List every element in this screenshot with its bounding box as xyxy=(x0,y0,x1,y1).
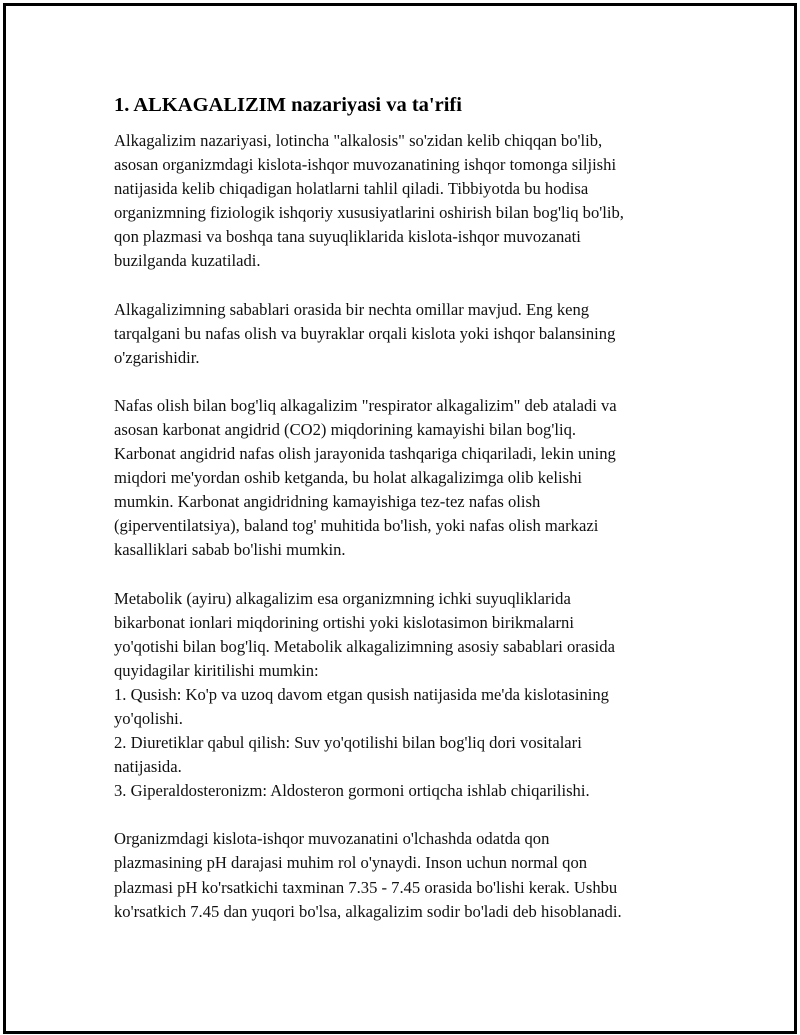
document-body xyxy=(114,91,700,948)
paragraph-line: yo'qotishi bilan bog'liq. Metabolik alkagalizimning asosiy sabablari orasida xyxy=(114,636,615,656)
paragraph-intro xyxy=(114,129,700,274)
paragraph-line: bikarbonat ionlari miqdorining ortishi yoki kislotasimon birikmalarni xyxy=(114,612,574,632)
paragraph-line: Nafas olish bilan bog'liq alkagalizim "respirator alkagalizim" deb ataladi va xyxy=(114,395,617,415)
paragraph-line: kasalliklari sabab bo'lishi mumkin. xyxy=(114,540,346,560)
paragraph-line: asosan organizmdagi kislota-ishqor muvozanatining ishqor tomonga siljishi xyxy=(114,155,617,175)
paragraph-line: natijasida kelib chiqadigan holatlarni tahlil qiladi. Tibbiyotda bu hodisa xyxy=(114,179,589,199)
paragraph-line: Metabolik (ayiru) alkagalizim esa organizmning ichki suyuqliklarida xyxy=(114,588,571,608)
list-item: 1. Qusish: Ko'p va uzoq davom etgan qusish natijasida me'da kislotasining xyxy=(114,684,609,704)
paragraph-line: quyidagilar kiritilishi mumkin: xyxy=(114,660,319,680)
paragraph-ph xyxy=(114,827,700,923)
paragraph-line: (giperventilatsiya), baland tog' muhitida bo'lish, yoki nafas olish markazi xyxy=(114,516,599,536)
paragraph-causes xyxy=(114,298,700,370)
paragraph-line: tarqalgani bu nafas olish va buyraklar orqali kislota yoki ishqor balansining xyxy=(114,323,616,343)
paragraph-line: Organizmdagi kislota-ishqor muvozanatini o'lchashda odatda qon xyxy=(114,829,550,849)
list-item: 3. Giperaldosteronizm: Aldosteron gormoni ortiqcha ishlab chiqarilishi. xyxy=(114,781,590,801)
paragraph-line: plazmasi pH ko'rsatkichi taxminan 7.35 - 7.45 orasida bo'lishi kerak. Ushbu xyxy=(114,877,618,897)
paragraph-line: Alkagalizimning sabablari orasida bir nechta omillar mavjud. Eng keng xyxy=(114,299,590,319)
section-heading: 1. ALKAGALIZIM nazariyasi va ta'rifi xyxy=(114,94,462,116)
paragraph-respiratory xyxy=(114,394,700,563)
paragraph-line: asosan karbonat angidrid (CO2) miqdorining kamayishi bilan bog'liq. xyxy=(114,419,577,439)
paragraph-line: buzilganda kuzatiladi. xyxy=(114,251,261,271)
paragraph-line: ko'rsatkich 7.45 dan yuqori bo'lsa, alkagalizim sodir bo'ladi deb hisoblanadi. xyxy=(114,901,622,921)
paragraph-line: natijasida. xyxy=(114,757,182,777)
paragraph-line: qon plazmasi va boshqa tana suyuqliklarida kislota-ishqor muvozanati xyxy=(114,227,581,247)
paragraph-line: plazmasining pH darajasi muhim rol o'ynaydi. Inson uchun normal qon xyxy=(114,853,588,873)
paragraph-line: o'zgarishidir. xyxy=(114,347,200,367)
paragraph-line: Karbonat angidrid nafas olish jarayonida tashqariga chiqariladi, lekin uning xyxy=(114,444,616,464)
list-item: 2. Diuretiklar qabul qilish: Suv yo'qotilishi bilan bog'liq dori vositalari xyxy=(114,733,582,753)
paragraph-metabolic xyxy=(114,587,700,804)
paragraph-line: yo'qolishi. xyxy=(114,708,183,728)
paragraph-line: mumkin. Karbonat angidridning kamayishiga tez-tez nafas olish xyxy=(114,492,541,512)
paragraph-line: Alkagalizim nazariyasi, lotincha "alkalosis" so'zidan kelib chiqqan bo'lib, xyxy=(114,131,603,150)
paragraph-line: miqdori me'yordan oshib ketganda, bu holat alkagalizimga olib kelishi xyxy=(114,468,582,488)
paragraph-line: organizmning fiziologik ishqoriy xususiyatlarini oshirish bilan bog'liq bo'lib, xyxy=(114,203,624,223)
